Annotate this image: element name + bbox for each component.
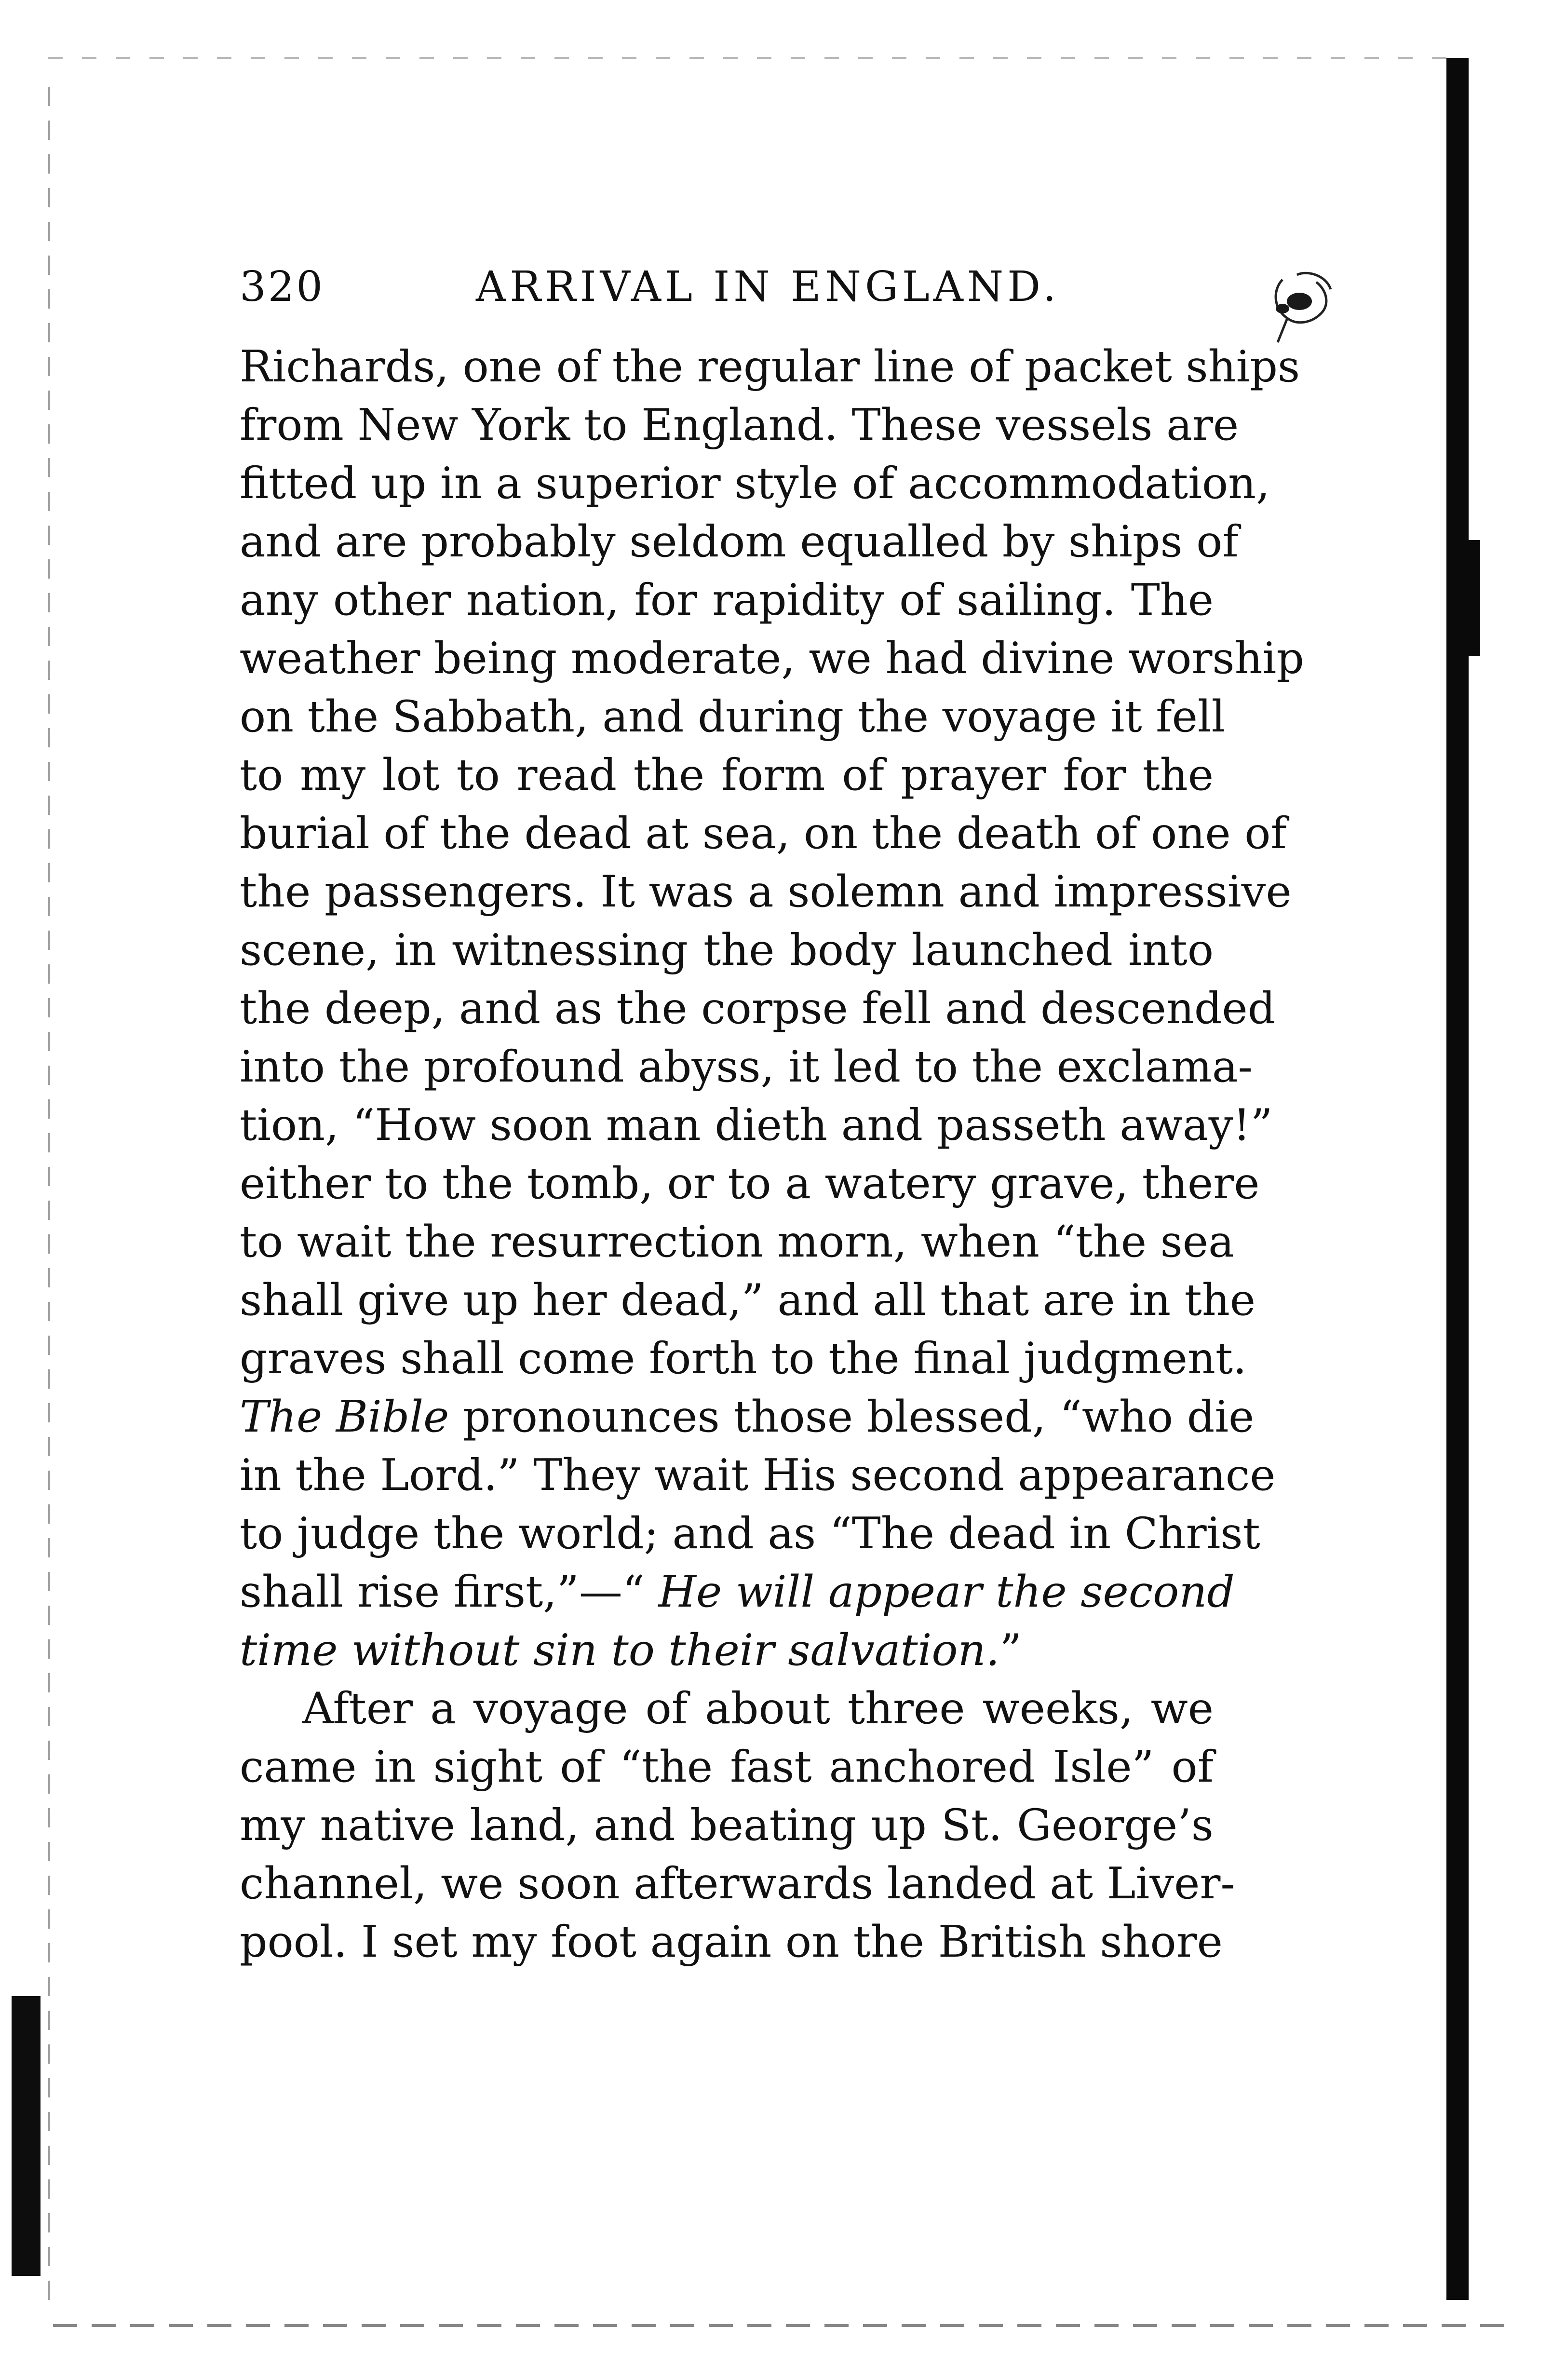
text-line: any other nation, for rapidity of sailing. The bbox=[240, 575, 1214, 625]
page-header bbox=[240, 263, 1214, 321]
paragraph-2 bbox=[240, 1679, 1235, 1971]
scan-edge-top bbox=[48, 57, 1456, 59]
text-line: graves shall come forth to the final judgment. bbox=[240, 1333, 1247, 1384]
line-text: ” bbox=[999, 1625, 1022, 1676]
line-text: shall rise first,”—“ bbox=[240, 1567, 659, 1617]
text-line: on the Sabbath, and during the voyage it fell bbox=[240, 691, 1226, 742]
scan-edge-left-bar bbox=[12, 1996, 40, 2276]
text-line: the passengers. It was a solemn and impressive bbox=[240, 866, 1292, 917]
text-line: the deep, and as the corpse fell and descended bbox=[240, 983, 1276, 1034]
body-text bbox=[240, 338, 1304, 1971]
text-line: tion, “How soon man dieth and passeth away!” bbox=[240, 1100, 1273, 1150]
text-line bbox=[240, 1388, 1255, 1446]
text-line: to judge the world; and as “The dead in Christ bbox=[240, 1508, 1260, 1559]
text-line: either to the tomb, or to a watery grave, there bbox=[240, 1158, 1260, 1209]
scan-edge-left bbox=[48, 87, 50, 2305]
running-head: ARRIVAL IN ENGLAND. bbox=[476, 263, 1060, 311]
text-line: my native land, and beating up St. George’s bbox=[240, 1800, 1214, 1851]
text-line: scene, in witnessing the body launched into bbox=[240, 925, 1214, 975]
text-line: After a voyage of about three weeks, we bbox=[302, 1683, 1214, 1734]
text-line bbox=[240, 1621, 1214, 1679]
scan-edge-right-notch bbox=[1461, 540, 1480, 656]
italic-text: time without sin to their salvation. bbox=[240, 1625, 1000, 1676]
text-line: weather being moderate, we had divine worship bbox=[240, 633, 1304, 684]
text-line: pool. I set my foot again on the British shore bbox=[240, 1917, 1223, 1967]
text-line: into the profound abyss, it led to the exclama- bbox=[240, 1041, 1253, 1092]
text-line: to wait the resurrection morn, when “the sea bbox=[240, 1217, 1234, 1267]
italic-text: The Bible bbox=[240, 1392, 449, 1442]
scan-edge-right bbox=[1446, 58, 1469, 2300]
paragraph-1 bbox=[240, 338, 1304, 1679]
text-line: from New York to England. These vessels are bbox=[240, 400, 1239, 450]
text-line bbox=[240, 1563, 1235, 1621]
page-number: 320 bbox=[240, 263, 325, 311]
text-line: fitted up in a superior style of accommodation, bbox=[240, 458, 1270, 509]
text-line: channel, we soon afterwards landed at Liver- bbox=[240, 1858, 1235, 1909]
italic-text: He will appear the second bbox=[658, 1567, 1235, 1617]
text-line: came in sight of “the fast anchored Isle” of bbox=[240, 1742, 1214, 1792]
text-line: Richards, one of the regular line of packet ships bbox=[240, 341, 1300, 392]
scan-edge-bottom bbox=[53, 2324, 1519, 2327]
line-text: pronounces those blessed, “who die bbox=[449, 1392, 1255, 1442]
text-line: in the Lord.” They wait His second appearance bbox=[240, 1450, 1276, 1501]
text-line: burial of the dead at sea, on the death of one of bbox=[240, 808, 1287, 859]
text-line: and are probably seldom equalled by ships of bbox=[240, 516, 1239, 567]
text-line: shall give up her dead,” and all that are in the bbox=[240, 1275, 1256, 1325]
text-line: to my lot to read the form of prayer for the bbox=[240, 750, 1214, 800]
